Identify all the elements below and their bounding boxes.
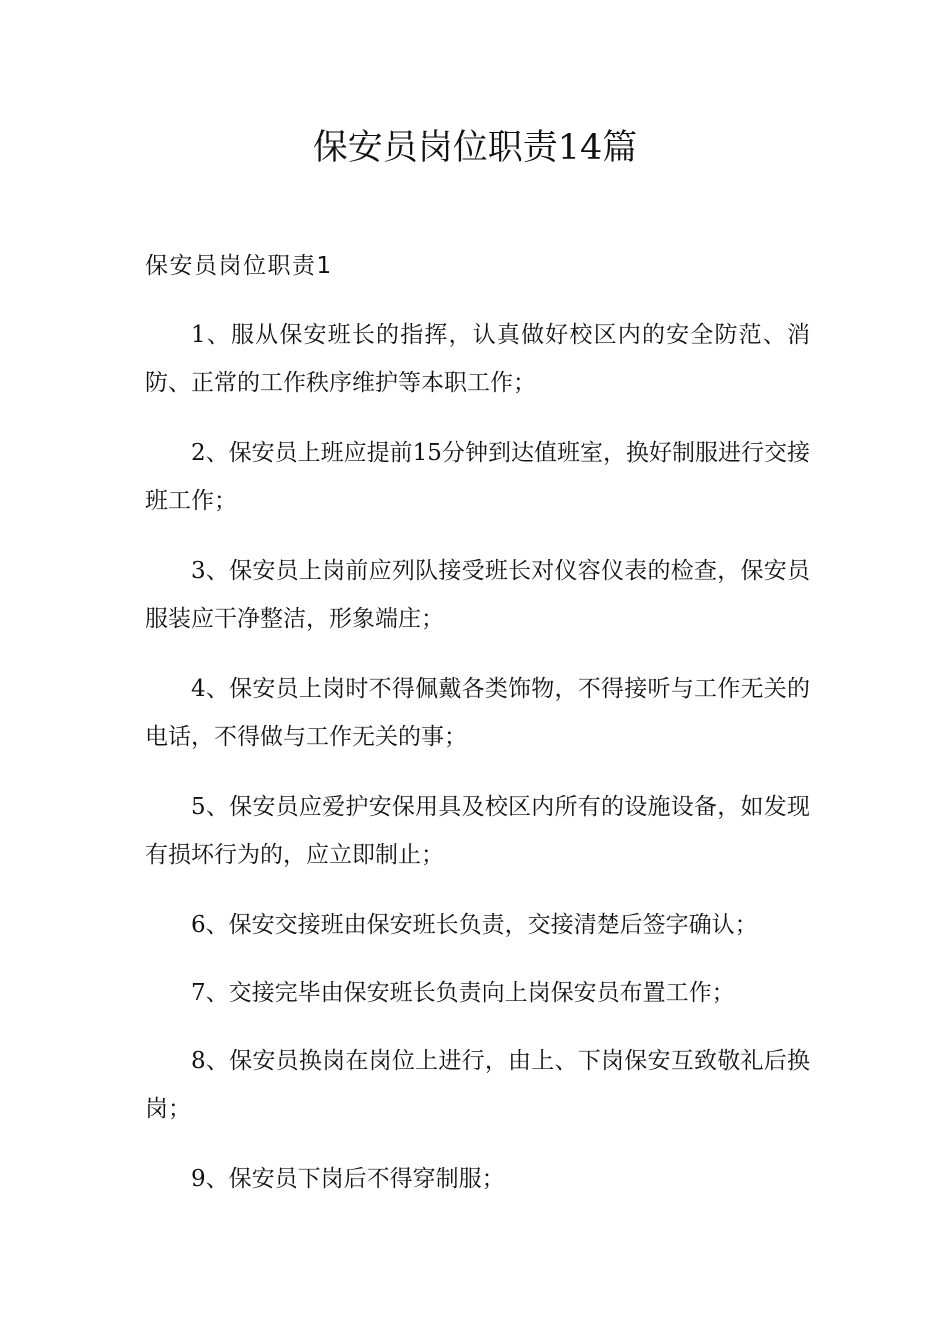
duty-item-8: 8、保安员换岗在岗位上进行，由上、下岗保安互致敬礼后换岗； — [145, 1048, 810, 1122]
duty-item-1: 1、服从保安班长的指挥，认真做好校区内的安全防范、消防、正常的工作秩序维护等本职工作； — [145, 322, 810, 396]
section-heading: 保安员岗位职责1 — [145, 253, 333, 279]
duty-item-9: 9、保安员下岗后不得穿制服； — [191, 1166, 505, 1192]
duty-item-4: 4、保安员上岗时不得佩戴各类饰物，不得接听与工作无关的电话，不得做与工作无关的事； — [145, 676, 810, 750]
duty-item-7: 7、交接完毕由保安班长负责向上岗保安员布置工作； — [191, 980, 735, 1006]
duty-item-3: 3、保安员上岗前应列队接受班长对仪容仪表的检查，保安员服装应干净整洁，形象端庄； — [145, 558, 810, 632]
duty-item-6: 6、保安交接班由保安班长负责，交接清楚后签字确认； — [191, 912, 758, 938]
duty-item-5: 5、保安员应爱护安保用具及校区内所有的设施设备，如发现有损坏行为的，应立即制止； — [145, 794, 810, 868]
document-title: 保安员岗位职责14篇 — [312, 128, 638, 168]
duty-item-2: 2、保安员上班应提前15分钟到达值班室，换好制服进行交接班工作； — [145, 440, 810, 514]
